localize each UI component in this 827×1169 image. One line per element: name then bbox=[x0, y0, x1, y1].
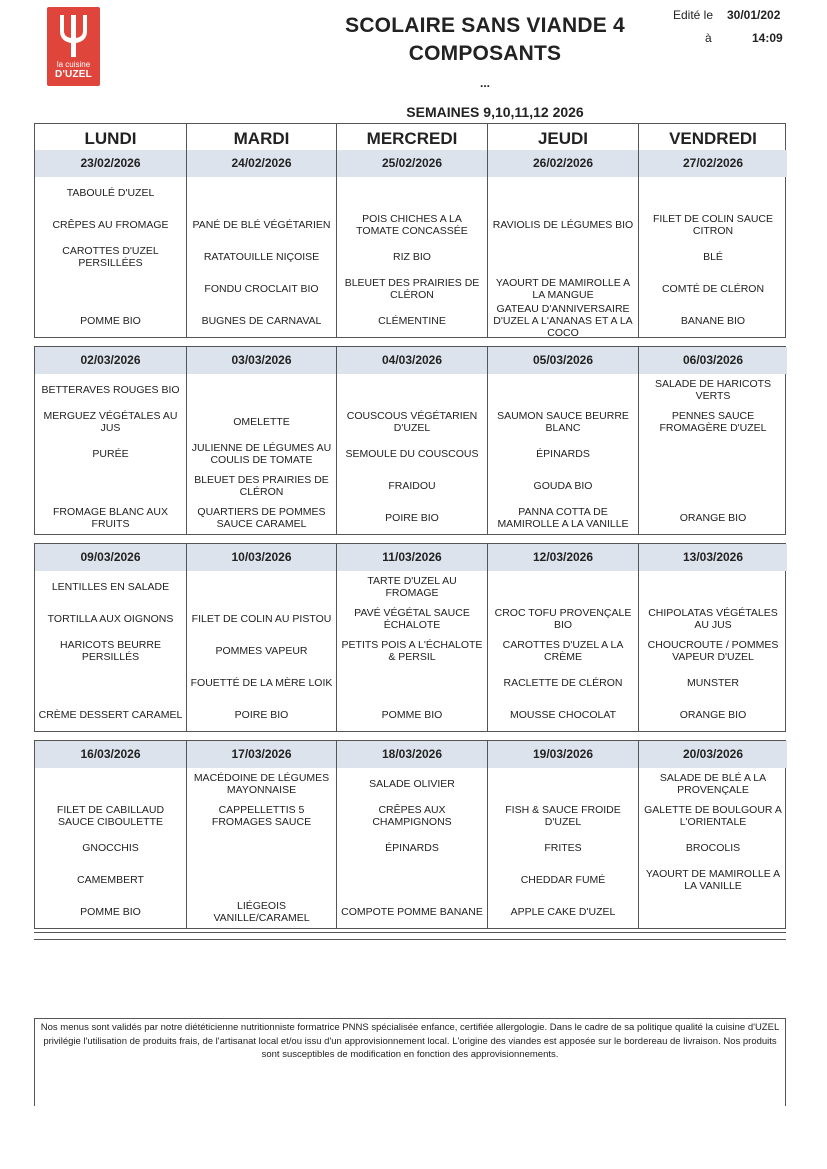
weeks-subtitle: SEMAINES 9,10,11,12 2026 bbox=[406, 104, 584, 120]
menu-item: SAUMON SAUCE BEURRE BLANC bbox=[497, 410, 629, 434]
menu-item: BLÉ bbox=[703, 251, 723, 263]
menu-item: CHEDDAR FUMÉ bbox=[520, 874, 606, 886]
day-header-friday: VENDREDI bbox=[638, 124, 787, 150]
menu-item bbox=[35, 273, 186, 305]
menu-item: YAOURT DE MAMIROLLE A LA VANILLE bbox=[645, 868, 781, 892]
week-block bbox=[34, 543, 786, 732]
day-header-row bbox=[34, 123, 786, 150]
table-bottom-rule-2 bbox=[34, 939, 786, 940]
day-date: 27/02/2026 bbox=[639, 150, 787, 177]
fork-logo-icon bbox=[57, 13, 90, 59]
menu-item: TABOULÉ D'UZEL bbox=[66, 187, 155, 199]
menu-item: SALADE OLIVIER bbox=[369, 778, 455, 790]
menu-item: CLÉMENTINE bbox=[378, 315, 446, 327]
day-column bbox=[487, 347, 638, 534]
day-date: 11/03/2026 bbox=[337, 544, 487, 571]
menu-item: MOUSSE CHOCOLAT bbox=[510, 709, 616, 721]
menu-item: YAOURT DE MAMIROLLE A LA MANGUE bbox=[495, 277, 631, 301]
menu-item bbox=[639, 177, 787, 209]
menu-item: COMPOTE POMME BANANE bbox=[341, 906, 483, 918]
menu-item: ÉPINARDS bbox=[536, 448, 590, 460]
menu-item bbox=[639, 470, 787, 502]
menu-item: RIZ BIO bbox=[393, 251, 431, 263]
menu-item: ÉPINARDS bbox=[385, 842, 439, 854]
menu-item: LENTILLES EN SALADE bbox=[51, 581, 170, 593]
day-column bbox=[35, 150, 186, 337]
day-date: 19/03/2026 bbox=[488, 741, 638, 768]
edited-label: Edité le bbox=[673, 8, 714, 22]
menu-item: CRÈME DESSERT CARAMEL bbox=[38, 709, 183, 721]
day-header-tuesday: MARDI bbox=[186, 124, 336, 150]
menu-item: ORANGE BIO bbox=[679, 512, 747, 524]
time-label: à bbox=[705, 31, 712, 45]
title-ellipsis: ... bbox=[479, 76, 490, 90]
day-date: 10/03/2026 bbox=[187, 544, 336, 571]
time-value: 14:09 bbox=[752, 31, 783, 45]
day-column bbox=[186, 741, 336, 928]
menu-item: CROC TOFU PROVENÇALE BIO bbox=[494, 607, 632, 631]
day-column bbox=[336, 347, 487, 534]
menu-item: ORANGE BIO bbox=[679, 709, 747, 721]
menu-title-line1: SCOLAIRE SANS VIANDE 4 bbox=[345, 14, 625, 37]
menu-item bbox=[337, 177, 487, 209]
day-date: 16/03/2026 bbox=[35, 741, 186, 768]
menu-title-line2: COMPOSANTS bbox=[408, 42, 562, 65]
edited-date: 30/01/202 bbox=[727, 8, 781, 22]
day-date: 06/03/2026 bbox=[639, 347, 787, 374]
menu-item bbox=[488, 177, 638, 209]
menu-item: BANANE BIO bbox=[680, 315, 746, 327]
menu-item bbox=[337, 667, 487, 699]
menu-item bbox=[488, 768, 638, 800]
menu-item: CAROTTES D'UZEL A LA CRÈME bbox=[502, 639, 624, 663]
menu-item: PANNA COTTA DE MAMIROLLE A LA VANILLE bbox=[497, 506, 629, 530]
menu-item: CHIPOLATAS VÉGÉTALES AU JUS bbox=[648, 607, 778, 631]
day-column bbox=[186, 150, 336, 337]
menu-item bbox=[639, 896, 787, 928]
menu-item: BETTERAVES ROUGES BIO bbox=[41, 384, 180, 396]
menu-item bbox=[187, 864, 336, 896]
week-block bbox=[34, 150, 786, 338]
menu-item: POMMES VAPEUR bbox=[215, 645, 308, 657]
menu-item: MACÉDOINE DE LÉGUMES MAYONNAISE bbox=[193, 772, 330, 796]
menu-item: RAVIOLIS DE LÉGUMES BIO bbox=[492, 219, 634, 231]
day-date: 05/03/2026 bbox=[488, 347, 638, 374]
menu-item: CAROTTES D'UZEL PERSILLÉES bbox=[62, 245, 159, 269]
day-column bbox=[487, 544, 638, 731]
day-date: 18/03/2026 bbox=[337, 741, 487, 768]
menu-item: CRÊPES AUX CHAMPIGNONS bbox=[372, 804, 452, 828]
day-date: 25/02/2026 bbox=[337, 150, 487, 177]
menu-item bbox=[337, 374, 487, 406]
menu-item bbox=[337, 864, 487, 896]
menu-item: SALADE DE HARICOTS VERTS bbox=[654, 378, 772, 402]
menu-item: GATEAU D'ANNIVERSAIRE D'UZEL A L'ANANAS ET A LA COCO bbox=[493, 303, 633, 339]
menu-item bbox=[35, 667, 186, 699]
day-column bbox=[638, 544, 787, 731]
day-column bbox=[638, 150, 787, 337]
menu-item bbox=[488, 241, 638, 273]
menu-item: BLEUET DES PRAIRIES DE CLÉRON bbox=[194, 474, 329, 498]
menu-item bbox=[187, 177, 336, 209]
menu-item: FILET DE COLIN SAUCE CITRON bbox=[652, 213, 773, 237]
menu-item: BUGNES DE CARNAVAL bbox=[201, 315, 322, 327]
day-header-monday: LUNDI bbox=[84, 129, 137, 148]
menu-item: BLEUET DES PRAIRIES DE CLÉRON bbox=[344, 277, 480, 301]
day-date: 04/03/2026 bbox=[337, 347, 487, 374]
nutrition-disclaimer: Nos menus sont validés par notre diététicienne nutritionniste formatrice PNNS spécialisée enfance, certifiée allergologie. Dans le cadre de sa politique qualité la cuisine d'UZEL privilégie l'utilisation de produits frais, de l'artisanat local et/ou issu d'un approvisionnement local. L'origine des viandes est apposée sur le bordereau de livraison. Nos produits sont susceptibles de modification en fonction des approvisionnements. bbox=[34, 1018, 786, 1106]
menu-item: POMME BIO bbox=[80, 315, 141, 327]
day-column bbox=[336, 741, 487, 928]
menu-item: MERGUEZ VÉGÉTALES AU JUS bbox=[43, 410, 178, 434]
week-block bbox=[34, 740, 786, 929]
menu-grid bbox=[34, 123, 786, 929]
menu-item bbox=[35, 470, 186, 502]
menu-item: POIRE BIO bbox=[234, 709, 289, 721]
menu-item bbox=[639, 438, 787, 470]
menu-item bbox=[187, 374, 336, 406]
menu-item: COMTÉ DE CLÉRON bbox=[661, 283, 765, 295]
logo-text-line1: la cuisine bbox=[56, 60, 91, 69]
day-column bbox=[487, 150, 638, 337]
menu-item: LIÉGEOIS VANILLE/CARAMEL bbox=[213, 900, 310, 924]
menu-item: FOUETTÉ DE LA MÈRE LOIK bbox=[190, 677, 333, 689]
menu-item: OMELETTE bbox=[233, 416, 290, 428]
day-column bbox=[336, 150, 487, 337]
menu-item: FRITES bbox=[544, 842, 582, 854]
day-date: 26/02/2026 bbox=[488, 150, 638, 177]
day-date: 03/03/2026 bbox=[187, 347, 336, 374]
menu-item: CRÊPES AU FROMAGE bbox=[52, 219, 169, 231]
day-date: 13/03/2026 bbox=[639, 544, 787, 571]
day-date: 09/03/2026 bbox=[35, 544, 186, 571]
menu-item: PANÉ DE BLÉ VÉGÉTARIEN bbox=[192, 219, 331, 231]
logo-text-line2: D'UZEL bbox=[55, 69, 92, 80]
menu-item bbox=[187, 571, 336, 603]
menu-item: FILET DE COLIN AU PISTOU bbox=[191, 613, 332, 625]
menu-item: SEMOULE DU COUSCOUS bbox=[345, 448, 479, 460]
menu-item: POIRE BIO bbox=[385, 512, 439, 524]
menu-item bbox=[35, 768, 186, 800]
menu-item: PETITS POIS A L'ÉCHALOTE & PERSIL bbox=[341, 639, 483, 663]
day-date: 23/02/2026 bbox=[35, 150, 186, 177]
day-column bbox=[638, 741, 787, 928]
day-column bbox=[186, 347, 336, 534]
menu-item: FILET DE CABILLAUD SAUCE CIBOULETTE bbox=[56, 804, 165, 828]
menu-item bbox=[488, 374, 638, 406]
day-column bbox=[35, 741, 186, 928]
menu-title bbox=[320, 12, 650, 68]
menu-item: PAVÉ VÉGÉTAL SAUCE ÉCHALOTE bbox=[354, 607, 470, 631]
menu-item: JULIENNE DE LÉGUMES AU COULIS DE TOMATE bbox=[191, 442, 332, 466]
menu-item: TORTILLA AUX OIGNONS bbox=[47, 613, 174, 625]
menu-item: POMME BIO bbox=[80, 906, 141, 918]
day-date: 24/02/2026 bbox=[187, 150, 336, 177]
day-column bbox=[336, 544, 487, 731]
menu-item: CAPPELLETTIS 5 FROMAGES SAUCE bbox=[211, 804, 312, 828]
menu-item: POMME BIO bbox=[381, 709, 443, 721]
menu-item: TARTE D'UZEL AU FROMAGE bbox=[367, 575, 457, 599]
day-column bbox=[35, 347, 186, 534]
table-bottom-rule bbox=[34, 932, 786, 933]
menu-item: QUARTIERS DE POMMES SAUCE CARAMEL bbox=[197, 506, 326, 530]
menu-item bbox=[639, 571, 787, 603]
menu-item: POIS CHICHES A LA TOMATE CONCASSÉE bbox=[356, 213, 468, 237]
menu-item: FROMAGE BLANC AUX FRUITS bbox=[53, 506, 168, 530]
day-column bbox=[638, 347, 787, 534]
day-date: 20/03/2026 bbox=[639, 741, 787, 768]
day-column bbox=[487, 741, 638, 928]
menu-item: MUNSTER bbox=[687, 677, 739, 689]
menu-item: PENNES SAUCE FROMAGÈRE D'UZEL bbox=[659, 410, 767, 434]
day-header-wednesday: MERCREDI bbox=[336, 124, 487, 150]
menu-item: RATATOUILLE NIÇOISE bbox=[203, 251, 320, 263]
day-date: 12/03/2026 bbox=[488, 544, 638, 571]
day-column bbox=[35, 544, 186, 731]
menu-item: BROCOLIS bbox=[685, 842, 741, 854]
menu-item: CHOUCROUTE / POMMES VAPEUR D'UZEL bbox=[647, 639, 779, 663]
menu-item: GALETTE DE BOULGOUR A L'ORIENTALE bbox=[644, 804, 782, 828]
menu-item: FRAIDOU bbox=[388, 480, 436, 492]
day-date: 17/03/2026 bbox=[187, 741, 336, 768]
day-header-thursday: JEUDI bbox=[487, 124, 638, 150]
cuisine-uzel-logo bbox=[47, 7, 100, 86]
menu-item: FISH & SAUCE FROIDE D'UZEL bbox=[505, 804, 621, 828]
menu-item: APPLE CAKE D'UZEL bbox=[510, 906, 616, 918]
menu-item: COUSCOUS VÉGÉTARIEN D'UZEL bbox=[346, 410, 478, 434]
menu-item: GOUDA BIO bbox=[533, 480, 593, 492]
menu-item: HARICOTS BEURRE PERSILLÉS bbox=[60, 639, 161, 663]
menu-item: RACLETTE DE CLÉRON bbox=[503, 677, 623, 689]
day-date: 02/03/2026 bbox=[35, 347, 186, 374]
menu-item bbox=[187, 832, 336, 864]
menu-item: PURÉE bbox=[92, 448, 129, 460]
menu-item bbox=[488, 571, 638, 603]
menu-item: GNOCCHIS bbox=[82, 842, 139, 854]
menu-item: FONDU CROCLAIT BIO bbox=[204, 283, 319, 295]
menu-item: SALADE DE BLÉ A LA PROVENÇALE bbox=[659, 772, 767, 796]
menu-item: CAMEMBERT bbox=[77, 874, 144, 886]
day-column bbox=[186, 544, 336, 731]
week-block bbox=[34, 346, 786, 535]
